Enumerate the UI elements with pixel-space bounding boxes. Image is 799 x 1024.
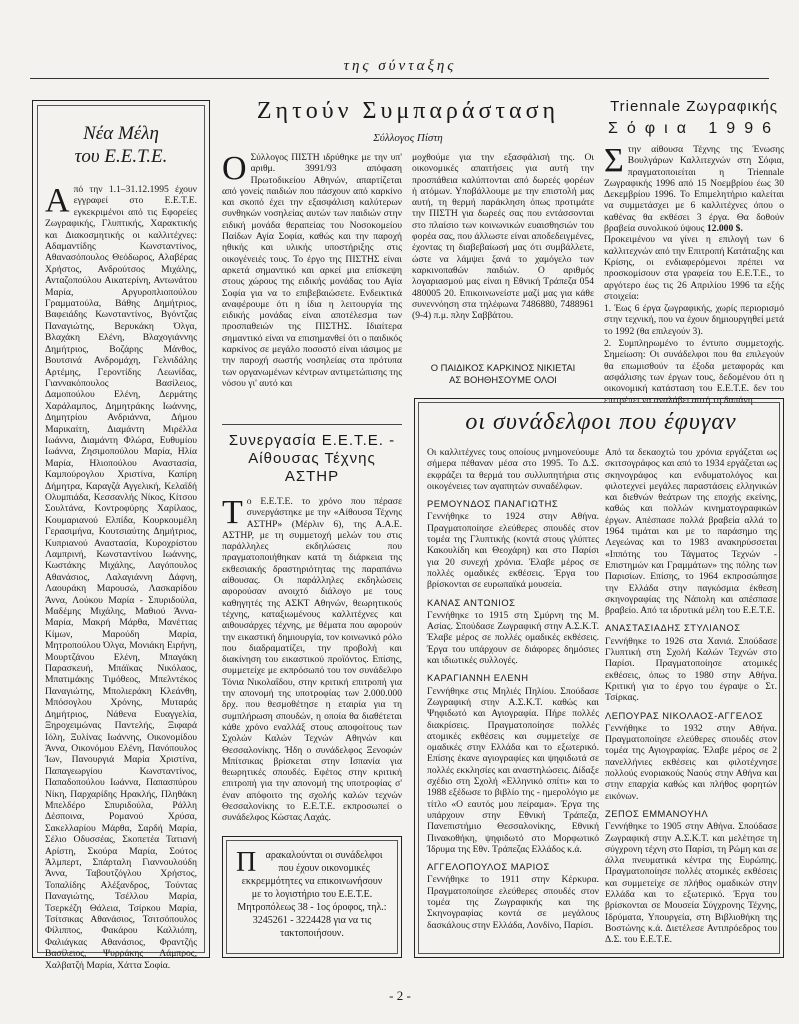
dropcap: Α (45, 182, 70, 219)
new-members-box (32, 100, 210, 971)
divider (222, 424, 402, 425)
person-name: ΑΝΑΣΤΑΣΙΑΔΗΣ ΣΤΥΛΙΑΝΟΣ (605, 622, 741, 634)
person-name: ΑΓΓΕΛΟΠΟΥΛΟΣ ΜΑΡΙΟΣ (427, 861, 550, 873)
triennale-text: Στην αίθουσα Τέχνης της Ένωσης Βουλγάρων Καλλιτεχνών στη Σόφια, πραγματοποιείται η Triennale Ζωγραφικής 1996 από 15 Νοεμβρίου έως 30 Δεκεμβρίου 1996. Το Επιμελητήριο καλείται να συμμετάσχει με 6 καλλιτέχνες όπου ο καθένας θα εκθέσει 3 έργα. Θα δοθούν βραβεία συνολικού ύψους 12.000 $. Προκειμένου να γίνει η επιλογή των 6 καλλιτεχνών από την Επιτροπή Κατάταξης και Κρίσης, οι ενδιαφερόμενοι πρέπει να προσκομίσουν στα γραφεία του Ε.Ε.Τ.Ε., το αργότερο έως τις 26 Απριλίου 1996 τα εξής στοιχεία: 1. Έως 6 έργα ζωγραφικής, χωρίς περιορισμό στην τεχνική, που να έχουν δημιουργηθεί μετά το 1992 (θα επιλεγούν 3). 2. Συμπληρωμένο το έντυπο συμμετοχής. Σημείωση: Οι συνάδελφοι που θα επιλεγούν θα επωμισθούν τα έξοδα μεταφοράς και ασφάλισης των έργων τους, δεδομένου ότι η οικονομική κατάσταση του Ε.Ε.Τ.Ε. δεν του επιτρέπει να αναλάβει αυτή τη δαπάνη. (604, 142, 784, 406)
person-name: ΚΑΡΑΓΙΑΝΝΗ ΕΛΕΝΗ (427, 672, 529, 684)
dropcap: Ο (222, 150, 247, 187)
dropcap: Π (236, 847, 257, 878)
cooperation-title: Συνεργασία Ε.Ε.Τ.Ε. - Αίθουσας Τέχνης ΑΣΤΗΡ (228, 432, 396, 485)
person-name: ΛΕΠΟΥΡΑΣ ΝΙΚΟΛΑΟΣ-ΑΓΓΕΛΟΣ (605, 709, 764, 721)
support-article-col1: Ο Σύλλογος ΠΙΣΤΗ ιδρύθηκε με την υπ' αριθμ. 3991/93 απόφαση Πρωτοδικείου Αθηνών, απαρτίζεται από γονείς παιδιών που πάσχουν από καρκίνο και σκοπό έχει την εξασφάλιση καλύτερων συνθηκών νοσηλείας αυτών των παιδιών στην ειδική μονάδα θεραπείας του Νοσοκομείου Παίδων Αγία Σοφία, καθώς και την παροχή ηθικής και υλικής υποστήριξης στις οικογένειές τους. Το έργο της ΠΙΣΤΗΣ είναι αρκετά σημαντικό και αρκεί μια επίσκεψη στους χώρους της ειδικής μονάδας του Αγία Σοφία για να το επιβεβαιώσετε. Ενδεικτικά αναφέρουμε ότι η ίδια η λειτουργία της ειδικής μονάδας είναι αποτέλεσμα των προσπαθειών της ΠΙΣΤΗΣ. Ιδιαίτερα σημαντικό είναι να επισημανθεί ότι ο παιδικός καρκίνος σε μεγάλο ποσοστό είναι ιάσιμος με την παροχή σωστής νοσηλείας στα πρότυπα των οργανωμένων κέντρων αντιμετώπισης της νόσου γι' αυτό και (222, 150, 402, 389)
header-rule (30, 78, 769, 79)
obituaries-col1: Οι καλλιτέχνες τους οποίους μνημονεύουμε σήμερα πέθαναν μέσα στο 1995. Το Δ.Σ. εκφράζει τα θερμά του συλλυπητήρια στις οικογένειες των αγαπητών συναδέλφων. ΡΕΜΟΥΝΔΟΣ ΠΑΝΑΓΙΩΤΗΣ Γεννήθηκε το 1924 στην Αθήνα. Πραγματοποίησε ελεύθερες σπουδές στον τομέα της Γλυπτικής (κοντά στους γλύπτες Κακουλίδη και Θεοχάρη) και στο Παρίσι για 20 συνεχή χρόνια. Έλαβε μέρος σε πολλές ομαδικές εκθέσεις. Έργα του βρίσκονται σε ευρωπαϊκά μουσεία. ΚΑΝΑΣ ΑΝΤΩΝΙΟΣ Γεννήθηκε το 1915 στη Σμύρνη της Μ. Ασίας. Σπούδασε Ζωγραφική στην Α.Σ.Κ.Τ. Έλαβε μέρος σε πολλές ομαδικές εκθέσεις. Έργα του υπάρχουν σε διάφορες δημόσιες και ιδιωτικές συλλογές. ΚΑΡΑΓΙΑΝΝΗ ΕΛΕΝΗ Γεννήθηκε στις Μηλιές Πηλίου. Σπούδασε Ζωγραφική στην Α.Σ.Κ.Τ. καθώς και Ψηφιδωτό και Αγιογραφία. Πήρε πολλές διακρίσεις. Πραγματοποίησε πολλές ατομικές εκθέσεις και συμμετείχε σε ομαδικές στην Ελλάδα και το εξωτερικό. Επίσης έκανε αγιογραφίες και ψηφιδωτά σε πολλές εκκλησίες και αναστηλώσεις. Δίδαξε σχέδιο στη Σχολή «Ελληνικό σπίτι» και το 1988 εξέδωσε το βιβλίο της - ημερολόγιο με τίτλο «Ο εαυτός μου πείραμα». Έργα της υπάρχουν στην Εθνική Τράπεζα, Πανεπιστήμιο Θεσσαλονίκης, Εθνική Πινακοθήκη, ψηφιδωτό στο Μορφωτικό Ίδρυμα της Εθν. Τράπεζας Ελλάδος κ.ά. ΑΓΓΕΛΟΠΟΥΛΟΣ ΜΑΡΙΟΣ Γεννήθηκε το 1911 στην Κέρκυρα. Πραγματοποίησε ελεύθερες σπουδές στον τομέα της Ζωγραφικής και της Σκηνογραφίας κοντά σε μεγάλους δασκάλους στην Ελλάδα, Λονδίνο, Παρίσι. (427, 447, 599, 931)
support-article-col2: μοχθούμε για την εξασφάλισή της. Οι οικονομικές απαιτήσεις για αυτή την προσπάθεια καλύπτονται από δωρεές φορέων ή ατόμων. Υποβάλλουμε με την επιστολή μας αυτή, τη θερμή παράκληση όπως προτιμάτε την ΠΙΣΤΗ για δωρεές σας που εντάσσονται στο πλαίσιο των κοινωνικών ευαισθησιών του φορέα σας, που άλλωστε είναι αποδεδειγμένες, έχοντας τη διαβεβαίωσή μας ότι συμβάλλετε, ώστε να λάμψει ξανά το χαμόγελο των καρκινοπαθών παιδιών. Ο αριθμός λογαριασμού μας είναι η Εθνική Τράπεζα 054 480005 20. Επικοινωνείστε μαζί μας για κάθε συνεννόηση στα τηλέφωνα 7486880, 7488961 (9-4) π.μ. πλην Σαββάτου. (412, 152, 594, 322)
person-name: ΖΕΠΟΣ ΕΜΜΑΝΟΥΗΛ (605, 807, 709, 819)
support-article-title: Ζητούν Συμπαράσταση (256, 98, 560, 124)
page-number: - 2 - (389, 988, 411, 1003)
dropcap: Σ (604, 142, 624, 179)
new-members-text: Από την 1.1–31.12.1995 έχουν εγγραφεί στο Ε.Ε.Τ.Ε. εγκεκριμένοι από τις Εφορείες Ζωγραφικής, Γλυπτικής, Χαρακτικής και Διακοσμητικής οι καλλιτέχνες: Αδαμαντίδης Κωνσταντίνος, Αθανασόπουλος Θεόδωρος, Αλαβέρας Χρήστος, Ανδρούτσος Μιχάλης, Ανταζοπούλου Αικατερίνη, Αντωνάτου Μαρία, Αργυροπλιοπούλου Γραμματούλα, Βάθης Δημήτριος, Βαφειάδης Κωνσταντίνος, Βγόντζας Παναγιώτης, Βερυκάκη Όλγα, Βλαχάκη Ελένη, Βλαχογιάννης Δημήτριος, Βοζάρης Μάνθος, Βουτσινά Ανδρομάχη, Γελνιδάλης Αρτέμης, Γεροντίδης Λεωνίδας, Γιαννακόπουλος Βασίλειος, Δαμοπούλου Ελένη, Δερμάτης Χαράλαμπος, Δημητράκης Ιωάννης, Δημητρίου Ανδριάννα, Δήμου Μαρικαίτη, Διαμάντη Μιρέλλα Ιωάννα, Διαμάντη Φλώρα, Ευθυμίου Ιωάννα, Ζησιμοπούλου Μαρία, Ηλία Μαρία, Ηλιοπούλου Αναστασία, Καμπούρογλου Χριστίνα, Καπίρη Δήμητρα, Καραγζά Αγγελική, Κελαϊδή Ολυμπιάδα, Κεσσανλής Νίκος, Κίτσου Σουλτάνα, Κοντροφύρης Χαρίλαος, Κουμαριανού Ελπίδα, Κουρκουμέλη Γερασιμήνα, Κουτσιαύτης Δημήτριος, Κυπριανού Αναστασία, Κυροχρίστου Λαμπρινή, Κωνσταντίνου Ιωάννης, Κωστάκης Μιχάλης, Λαγόπουλος Αθανάσιος, Λαλαγιάννη Δάφνη, Λαουράκη Μαρουσώ, Λασκαρίδου Άννα, Λούκου Μαρία - Σπυριδούλα, Μαδέμης Μιχάλης, Μαθιού Άννα-Μαρία, Μακρή Μάρθα, Μανέττας Κίμων, Μαρούδη Μαρία, Μητροπούλου Όλγα, Μονιάκη Ειρήνη, Μουρτζάνου Ελένη, Μπαγάκη Παρασκευή, Μπάϊκας Νικόλαος, Μπατιμάκης Τιμόθεος, Μπελντέκος Παναγιώτης, Μπολιεράκη Κλεάνθη, Μπόσογλου Χρόνης, Μυταράς Δημήτριος, Νάθενα Ευαγγελία, Ξηροχειμώνας Παντελής, Ξιφαρά Ιόλη, Ξυλίνας Ιωάννης, Οικονομίδου Άννα, Οικονόμου Ελένη, Πανόπουλος Ίων, Πανουργιά Μαρία Χριστίνα, Παπαγεωργίου Κωνσταντίνος, Παπαδοπούλου Ιωάννα, Παπασπύρου Νίκη, Παρχαρίδης Ηρακλής, Πληθάκη Μπελδέρο Σπυριδούλα, Ράλλη Δέσποινα, Ρομανού Χρύσα, Σακελλαρίου Μάρθα, Σαρδή Μαρία, Σέλιο Οδυσσέας, Σκοπετέα Τατιανή Αρίστη, Σκούρα Μαρία, Σούτος Άλμπερτ, Σπάρταλη Γιαννουλούδη Άννα, Ταβουτζόγλου Χρήστος, Τοπαλίδης Αλέξανδρος, Τούντας Παναγιώτης, Τσέλλου Μαρία, Τσερκέζη Θάλεια, Τσίρκου Μαρία, Τσίτσικας Αθανάσιος, Τσιτσόπουλος Φίλιππος, Φακάρου Καλλιόπη, Φαλιάγκας Αθανάσιος, Φραντζής Βασίλειος, Ψυρράκης Λάμπρος, Χαλβατζή Μαρία, Χάττα Σοφία. (45, 182, 197, 971)
accounts-notice-text: Παρακαλούνται οι συνάδελφοι που έχουν οικονομικές εκκρεμμότητες να επικοινωνήσουν με το λογιστήριο του Ε.Ε.Τ.Ε. Μητροπόλεως 38 - 1ος όροφος, τηλ.: 3245261 - 3224428 για να τις τακτοποιήσουν. (226, 840, 398, 954)
obituaries-col2: Από τα δεκαοχτώ του χρόνια εργάζεται ως σκιτσογράφος και από το 1934 εργάζεται ως σκηνογράφος και ενδυματολόγος και φιλοτεχνεί μεγάλες παραστάσεις ελληνικών και διεθνών θεάτρων της εποχής εκείνης, καθώς και πολλών κινηματογραφικών έργων. Απέσπασε πολλά βραβεία αλλά το 1964 τιμάται και με το παράσημο της Λεγεώνας και το 1983 ανακηρύσσεται «Ιππότης του Τάγματος Τεχνών - Επιστημών και Γραμμάτων» της πόλης των Παρισίων. Επίσης, το 1964 εκπροσώπησε την Ελλάδα στην παγκόσμια έκθεση σκηνογραφίας της Νάπολη και απέσπασε βραβείο. Από τα ιδρυτικά μέλη του Ε.Ε.Τ.Ε. ΑΝΑΣΤΑΣΙΑΔΗΣ ΣΤΥΛΙΑΝΟΣ Γεννήθηκε το 1926 στα Χανιά. Σπούδασε Γλυπτική στη Σχολή Καλών Τεχνών στο Παρίσι. Πραγματοποίησε ατομικές εκθέσεις, όπως το 1980 στην Αθήνα. Κριτική για το έργο του έγραψε ο Στ. Τσίρκας. ΛΕΠΟΥΡΑΣ ΝΙΚΟΛΑΟΣ-ΑΓΓΕΛΟΣ Γεννήθηκε το 1932 στην Αθήνα. Πραγματοποίησε ελεύθερες σπουδές στον τομέα της Αγιογραφίας. Έλαβε μέρος σε 2 πανελλήνιες εκθέσεις και φιλοτέχνησε πολλούς ενοριακούς Ναούς στην Αθήνα και στην επαρχία καθώς και πλήθος φορητών εικόνων. ΖΕΠΟΣ ΕΜΜΑΝΟΥΗΛ Γεννήθηκε το 1905 στην Αθήνα. Σπούδασε Ζωγραφική στην Α.Σ.Κ.Τ. και μελέτησε τη σύγχρονη τέχνη στο Παρίσι, τη Ρώμη και σε άλλα πνευματικά κέντρα της Ευρώπης. Πραγματοποίησε πολλές ατομικές εκθέσεις και συμμετείχε σε πλήθος ομαδικών στην Ελλάδα και το εξωτερικό. Έργα του βρίσκονται σε Μουσεία Σύγχρονης Τέχνης, Ιδρύματα, Υπουργεία, στη Βιβλιοθήκη της Βοστώνης κ.ά. Διετέλεσε Αντιπρόεδρος του Δ.Σ. του Ε.Ε.Τ.Ε. (605, 447, 777, 946)
triennale-title: Triennale Ζωγραφικής Σόφια 1996 (607, 98, 780, 137)
obituaries-box (414, 398, 784, 958)
person-name: ΚΑΝΑΣ ΑΝΤΩΝΙΟΣ (427, 596, 516, 608)
cooperation-text: Το Ε.Ε.Τ.Ε. το χρόνο που πέρασε συνεργάστηκε με την «Αίθουσα Τέχνης ΑΣΤΗΡ» (Μέρλιν 6), της Α.Α.Ε. ΑΣΤΗΡ, με τη συμμετοχή μελών του στις παράλληλες εκδηλώσεις που πραγματοποιήθηκαν κατά τη διάρκεια της εκθεσιακής δραστηριότητας της παραπάνω αίθουσας. Οι παράλληλες εκδηλώσεις αφορούσαν ανοιχτό διάλογο με τους καθηγητές της ΑΣΚΤ Αθηνών, θεωρητικούς τέχνης, καταξιωμένους καλλιτέχνες και αιθουσάρχες τέχνης, με θέματα που αφορούν την εικαστική δημιουργία, τον κοινωνικό ρόλο που διαδραματίζει, την προβολή και διακίνηση του εικαστικού προϊόντος. Επίσης, συμμετείχε με εκπρόσωπό του τον συνάδελφο Τόνια Νικολαΐδου, στην κριτική επιτροπή για την απονομή της υποτροφίας των 2.000.000 δρχ. που θεσμοθέτησε η εταιρία για τη συμπλήρωση σπουδών, η οποία θα διαθέτεται κάθε χρόνο εναλλάξ στους αποφοίτους των Σχολών Καλών Τεχνών Αθηνών και Θεσσαλονίκης. Ήδη ο συνάδελφος Ξενοφών Μπίτσικας βρίσκεται στην Ισπανία για θεωρητικές σπουδές. Εφέτος στην κριτική επιτροπή για την απονομή της υποτροφίας σ' έναν απόφοιτο της σχολής καλών τεχνών Θεσσαλονίκης το Ε.Ε.Τ.Ε. εκπροσωπεί ο συνάδελφος Κώστας Λαχάς. (222, 494, 402, 824)
dropcap: Τ (222, 494, 243, 531)
obituaries-title: οι συνάδελφοι που έφυγαν (465, 409, 737, 435)
accounts-notice-box (222, 836, 402, 958)
section-header: της σύνταξης (343, 58, 457, 74)
person-name: ΡΕΜΟΥΝΔΟΣ ΠΑΝΑΓΙΩΤΗΣ (427, 498, 559, 510)
support-article-subtitle: Σύλλογος Πίστη (373, 132, 443, 144)
new-members-title: Νέα Μέλη του Ε.Ε.Τ.Ε. (74, 123, 168, 167)
support-closing: Ο ΠΑΙΔΙΚΟΣ ΚΑΡΚΙΝΟΣ ΝΙΚΙΕΤΑΙ ΑΣ ΒΟΗΘΗΣΟΥΜΕ ΟΛΟΙ (430, 362, 576, 385)
